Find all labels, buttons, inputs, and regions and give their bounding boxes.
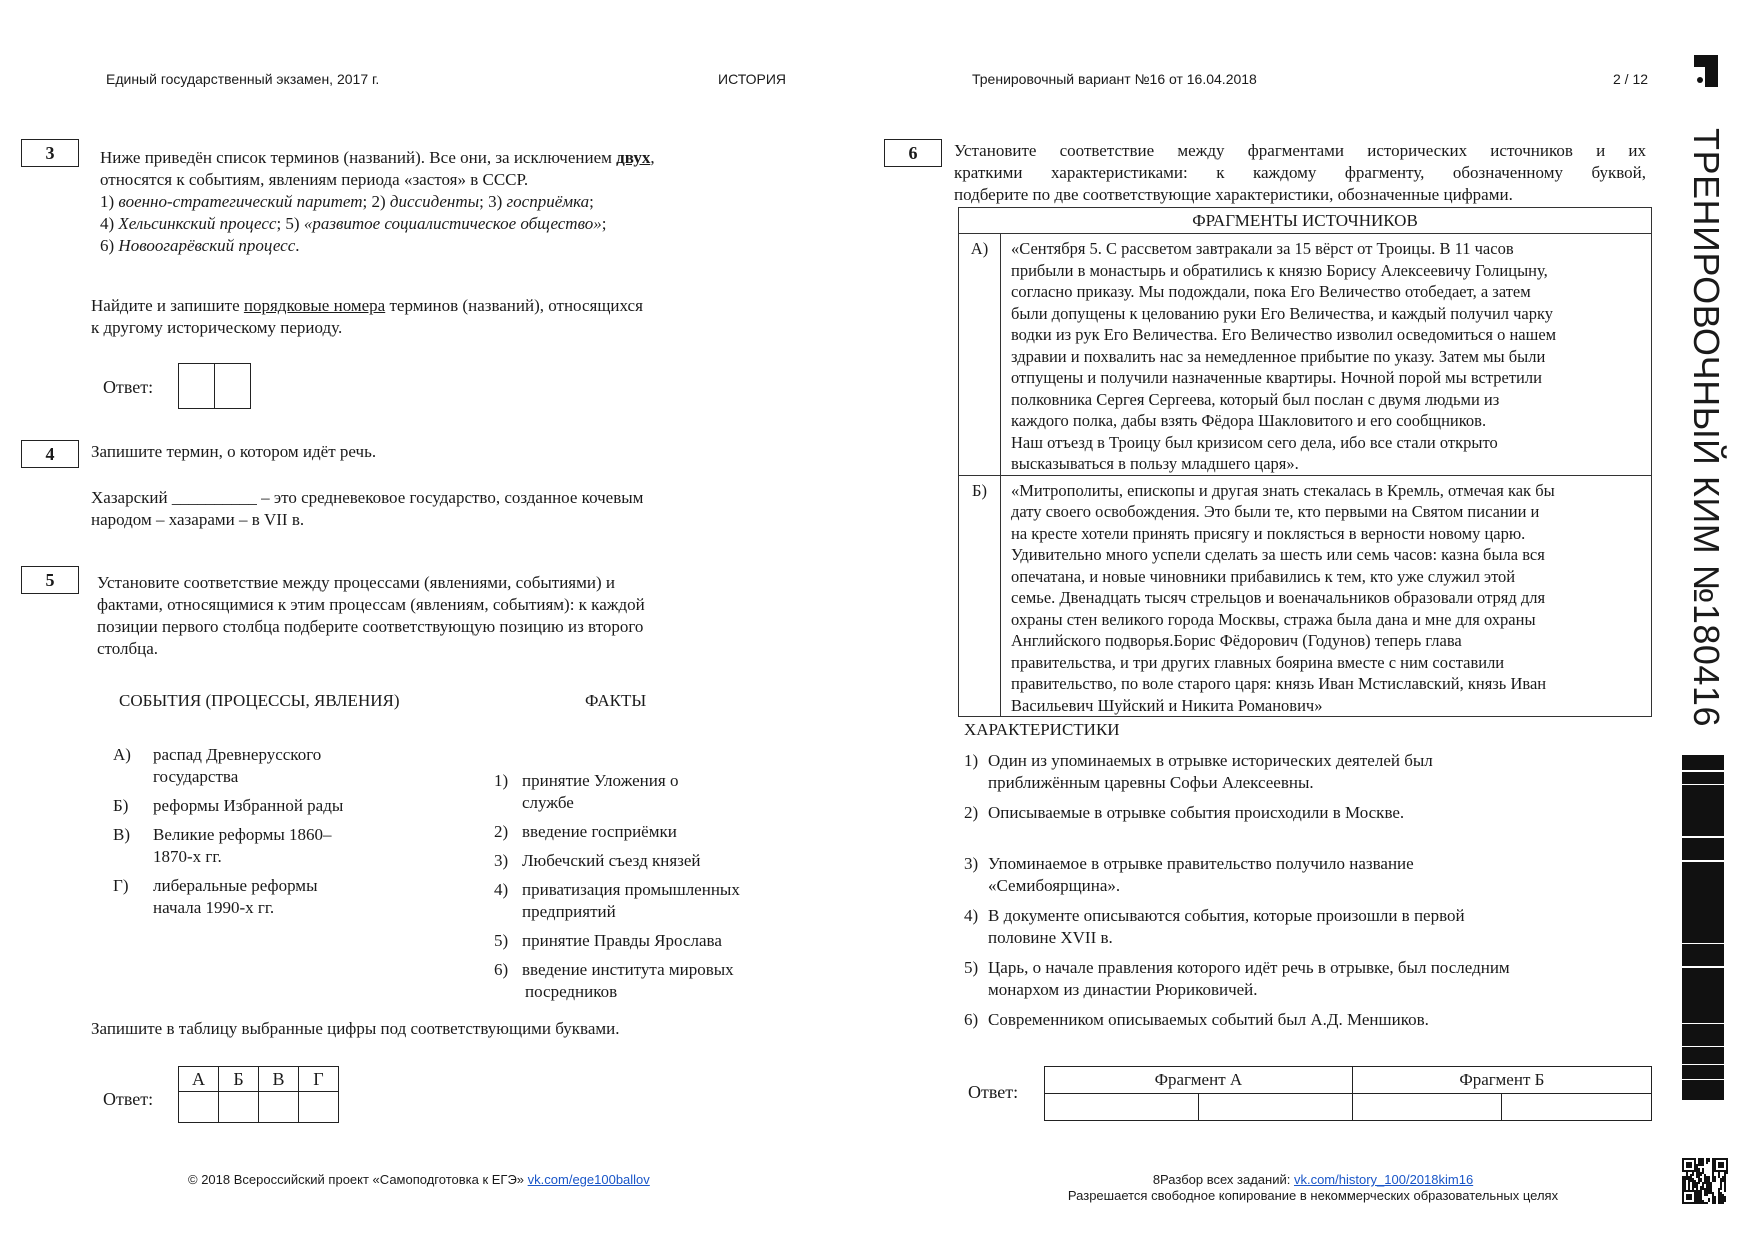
- task6-intro: Установите соответствие между фрагментами исторических источников и их краткими характеристиками: к каждому фрагменту, обозначенному буквой, подберите по две соответствующие характеристики, обозначенные цифрами.: [954, 141, 1646, 204]
- fragment-text-b: «Митрополиты, епископы и другая знать стекалась в Кремль, отмечая как бы дату своего освобождения. Это были те, кто первыми на Святом писании и на кресте хотели принять присягу и поклясться в верности новому царю. Удивительно много успели сделать за шесть или семь часов: казна была вся опечатана, и новые чиновники прибавились к тем, кто уже служил этой семье. Двенадцать тысяч стрельцов и военачальников образовали отряд для охраны стен великого города Москвы, стража была дана и мне для охраны Английского подворья.Борис Фёдорович (Годунов) теперь глава правительства, и три других главных боярина вместе с ним составили правительство, по воле старого царя: князь Иван Мстиславский, князь Иван Васильевич Шуйский и Никита Романович»: [1001, 475, 1652, 717]
- task5-answer-table: [178, 1066, 339, 1123]
- answer-header-fragment-b: Фрагмент Б: [1352, 1067, 1651, 1094]
- task3-answer-cell-2[interactable]: [214, 363, 251, 409]
- page-number: 2 / 12: [1613, 71, 1649, 87]
- footer-left-link[interactable]: vk.com/ege100ballov: [527, 1172, 650, 1187]
- task6-answer-label: Ответ:: [968, 1082, 1019, 1102]
- task3-answer-cell-1[interactable]: [178, 363, 215, 409]
- answer-cell-g[interactable]: [299, 1092, 339, 1123]
- corner-marker: [1694, 55, 1718, 87]
- task5-answer-label: Ответ:: [103, 1089, 154, 1109]
- task-number-4: 4: [21, 440, 79, 468]
- side-title: ТРЕНИРОВОЧНЫЙ КИМ №180416: [1686, 128, 1727, 727]
- list-item: В) Великие реформы 1860– 1870-х гг.: [113, 825, 332, 866]
- task3-intro: Ниже приведён список терминов (названий). Все они, за исключением двух, относятся к событиям, явлениям периода «застоя» в СССР. 1) военно-стратегический паритет; 2) диссиденты; 3) госприёмка; 4) Хельсинкский процесс; 5) «развитое социалистическое общество»; 6) Новоогарёвский процесс.: [100, 148, 655, 255]
- answer-header-b: Б: [219, 1067, 259, 1092]
- list-item: Б) реформы Избранной рады: [113, 796, 344, 815]
- task-number-5: 5: [21, 566, 79, 594]
- footer-left: © 2018 Всероссийский проект «Самоподготовка к ЕГЭ» vk.com/ege100ballov: [188, 1172, 650, 1187]
- list-item: 2) Описываемые в отрывке события происходили в Москве.: [964, 803, 1405, 822]
- table-row: [959, 234, 1652, 476]
- answer-header-g: Г: [299, 1067, 339, 1092]
- task5-right-list: [494, 770, 794, 1003]
- characteristics-list: [964, 750, 1654, 1031]
- list-item: 4) приватизация промышленных предприятий: [494, 880, 740, 921]
- fragment-text-a: «Сентября 5. С рассветом завтракали за 15 вёрст от Троицы. В 11 часов прибыли в монастырь и обратились к князю Борису Алексеевичу Голицыну, согласно приказу. Мы подождали, пока Его Величество отобедает, а затем были допущены к целованию руки Его Величества, и каждый получил чарку водки из рук Его Величества. Его Величество изволил осведомиться о нашем здравии и похвалить нас за немедленное прибытие по указу. Затем мы были отпущены и получили назначенные квартиры. Ночной порой мы встретили полковника Сергея Сергеева, который был послан с двумя людьми из каждого полка, дабы взять Фёдора Шакловитого и его сообщников. Наш отъезд в Троицу был кризисом сего дела, ибо все стали открыто высказываться в пользу младшего царя».: [1001, 234, 1652, 476]
- answer-cell-a[interactable]: [179, 1092, 219, 1123]
- footer-right-link[interactable]: vk.com/history_100/2018kim16: [1293, 1172, 1474, 1187]
- list-item: Г) либеральные реформы начала 1990-х гг.: [113, 876, 318, 917]
- fragment-label-b: Б): [959, 475, 1001, 717]
- list-item: 6) Современником описываемых событий был А.Д. Меншиков.: [964, 1010, 1429, 1029]
- list-item: 1) принятие Уложения о службе: [494, 771, 679, 812]
- list-item: 5) принятие Правды Ярослава: [494, 931, 722, 950]
- fragments-table-header: ФРАГМЕНТЫ ИСТОЧНИКОВ: [959, 208, 1652, 234]
- table-row: [959, 475, 1652, 717]
- task5-left-list: [113, 744, 413, 919]
- list-item: 4) В документе описываются события, которые произошли в первой половине XVII в.: [964, 906, 1465, 947]
- task5-col2-header: ФАКТЫ: [585, 691, 647, 710]
- header-variant: Тренировочный вариант №16 от 16.04.2018: [972, 71, 1257, 87]
- answer-header-a: А: [179, 1067, 219, 1092]
- task3-question: Найдите и запишите порядковые номера терминов (названий), относящихся к другому историческому периоду.: [91, 296, 643, 337]
- answer-cell-b2[interactable]: [1502, 1094, 1652, 1121]
- answer-header-fragment-a: Фрагмент А: [1045, 1067, 1353, 1094]
- header-subject: ИСТОРИЯ: [718, 71, 787, 87]
- footer-right: 8Разбор всех заданий: vk.com/history_100/2018kim16 Разрешается свободное копирование в некоммерческих образовательных целях: [1033, 1172, 1593, 1204]
- header-exam: Единый государственный экзамен, 2017 г.: [106, 71, 380, 87]
- task3-answer-label: Ответ:: [103, 377, 154, 397]
- answer-cell-b1[interactable]: [1352, 1094, 1502, 1121]
- task6-answer-table: [1044, 1066, 1652, 1121]
- footer-copy-note: Разрешается свободное копирование в некоммерческих образовательных целях: [1067, 1188, 1559, 1203]
- task-number-6: 6: [884, 139, 942, 167]
- task4-text: Хазарский __________ – это средневековое государство, созданное кочевым народом – хазарами – в VII в.: [91, 488, 644, 529]
- list-item: 2) введение госприёмки: [494, 822, 677, 841]
- task5-col1-header: СОБЫТИЯ (ПРОЦЕССЫ, ЯВЛЕНИЯ): [119, 691, 400, 710]
- answer-cell-b[interactable]: [219, 1092, 259, 1123]
- answer-cell-v[interactable]: [259, 1092, 299, 1123]
- task-number-3: 3: [21, 139, 79, 167]
- answer-header-v: В: [259, 1067, 299, 1092]
- fragment-label-a: А): [959, 234, 1001, 476]
- list-item: 5) Царь, о начале правления которого идёт речь в отрывке, был последним монархом из династии Рюриковичей.: [964, 958, 1510, 999]
- task4-prompt: Запишите термин, о котором идёт речь.: [91, 442, 377, 461]
- fragments-table: [958, 207, 1652, 717]
- answer-cell-a2[interactable]: [1198, 1094, 1352, 1121]
- list-item: 6) введение института мировых посредников: [494, 960, 734, 1001]
- answer-cell-a1[interactable]: [1045, 1094, 1199, 1121]
- task5-instruction: Запишите в таблицу выбранные цифры под соответствующими буквами.: [91, 1019, 620, 1038]
- barcode: [1682, 754, 1724, 1100]
- list-item: А) распад Древнерусского государства: [113, 745, 322, 786]
- task5-intro: Установите соответствие между процессами (явлениями, событиями) и фактами, относящимися к этим процессам (явлениям, событиям): к каждой позиции первого столбца подберите соответствующую позицию из второго столбца.: [97, 573, 645, 658]
- list-item: 3) Любечский съезд князей: [494, 851, 701, 870]
- qr-code: [1682, 1158, 1728, 1204]
- list-item: 1) Один из упоминаемых в отрывке исторических деятелей был приближённым царевны Софьи Алексеевны.: [964, 751, 1433, 792]
- list-item: 3) Упоминаемое в отрывке правительство получило название «Семибоярщина».: [964, 854, 1414, 895]
- characteristics-header: ХАРАКТЕРИСТИКИ: [964, 720, 1120, 739]
